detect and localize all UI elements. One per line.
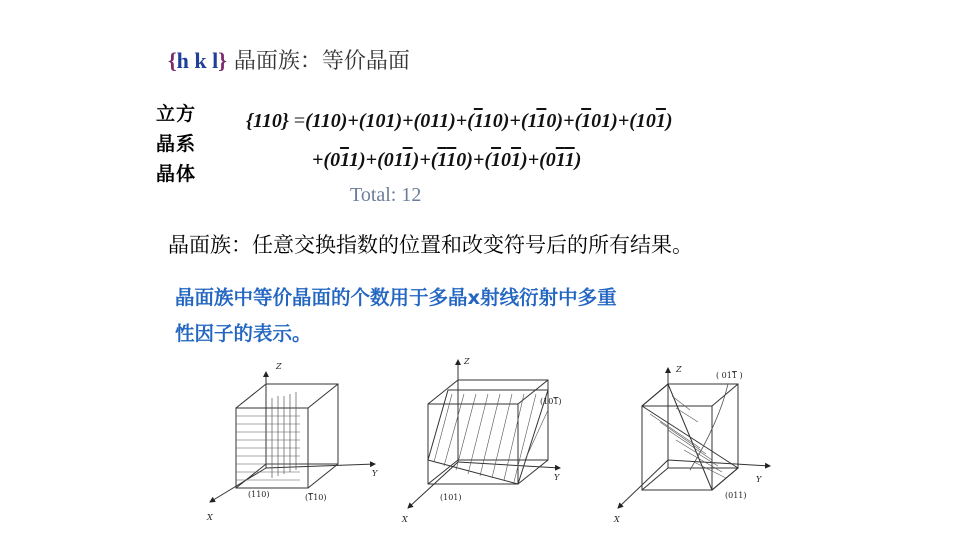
equation-line-1: {110} =(110)+(101)+(011)+(110)+(110)+(101)+(101) (246, 110, 673, 132)
y-axis (266, 464, 375, 468)
plus-sign: + (527, 149, 540, 171)
title-text: 晶面族：等价晶面 (226, 49, 410, 74)
diagram-3-label-b: ( 011 ) (716, 371, 743, 380)
slide-title (168, 44, 410, 75)
cube-back (458, 380, 548, 460)
diagram-110 (206, 362, 378, 522)
plus-sign: + (455, 110, 468, 132)
total-count: Total: 12 (350, 184, 422, 206)
plus-sign: + (365, 149, 378, 171)
y-axis (668, 460, 770, 466)
diagram-1-label-b: (110) (305, 493, 327, 502)
miller-index-term: (110) (305, 110, 348, 132)
diagram-1-x: X (207, 513, 213, 522)
title-open-brace: { (168, 48, 177, 73)
plus-sign: + (402, 110, 414, 132)
diagram-2-x: X (402, 515, 408, 524)
cube-front (642, 406, 712, 490)
note-line-2: 性因子的表示。 (175, 322, 312, 345)
equation-family: {110} (246, 110, 289, 132)
miller-index-term: (101) (484, 149, 528, 171)
diagram-011 (613, 365, 770, 524)
equation-terms-line-1 (305, 110, 672, 132)
cube-back (668, 384, 738, 468)
miller-index-term: (011) (539, 149, 582, 171)
miller-index-term: (101) (574, 110, 618, 132)
plus-sign: + (472, 149, 485, 171)
miller-index-term: (110) (430, 149, 473, 171)
miller-index-term: (110) (467, 110, 510, 132)
miller-index-term: (101) (629, 110, 673, 132)
plus-sign: + (312, 149, 324, 171)
definition-text: 晶面族：任意交换指数的位置和改变符号后的所有结果。 (168, 233, 693, 257)
diagram-1-z: Z (276, 362, 282, 371)
vertical-planes (272, 392, 296, 478)
miller-index-term: (011) (323, 149, 366, 171)
diagram-3-y: Y (756, 475, 762, 484)
miller-index-term: (101) (358, 110, 403, 132)
title-hkl: h k l (176, 48, 219, 73)
diagram-2-y: Y (554, 473, 560, 482)
hatch-plane-front (236, 416, 300, 480)
diagram-2-z: Z (464, 357, 470, 366)
x-axis (618, 460, 668, 508)
diagram-2-label-a: (101) (440, 493, 462, 502)
diagram-3-z: Z (676, 365, 682, 374)
side-label-2: 晶系 (156, 133, 197, 155)
plus-sign: + (563, 110, 575, 132)
crystal-diagrams (0, 350, 980, 551)
equation-terms-line-2 (312, 149, 581, 171)
diagram-1-y: Y (372, 469, 378, 478)
plus-sign: + (617, 110, 630, 132)
side-label-1: 立方 (156, 103, 197, 125)
diagram-3-label-a: (011) (725, 491, 747, 500)
plus-sign: + (419, 149, 431, 171)
miller-index-term: (110) (520, 110, 564, 132)
diagram-3-x: X (614, 515, 620, 524)
note-line-1: 晶面族中等价晶面的个数用于多晶x射线衍射中多重 (175, 286, 617, 309)
miller-index-term: (011) (377, 149, 420, 171)
diagram-2-label-b: (101) (540, 397, 562, 406)
miller-index-term: (011) (413, 110, 456, 132)
plus-sign: + (509, 110, 521, 132)
side-label-3: 晶体 (156, 163, 197, 185)
title-close-brace: } (218, 48, 227, 73)
diagram-1-label-a: (110) (248, 490, 270, 499)
hatch-plane (434, 394, 536, 482)
diagram-101 (401, 357, 562, 524)
plus-sign: + (347, 110, 359, 132)
equation-line-2 (312, 149, 581, 172)
